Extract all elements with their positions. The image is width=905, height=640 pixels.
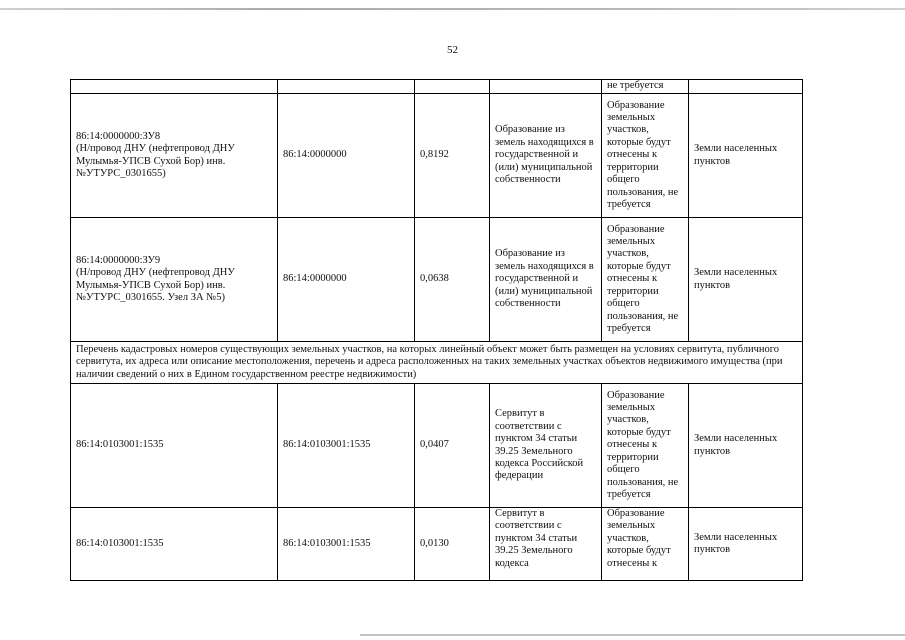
designation-cell: 86:14:0000000:ЗУ8 (Н/провод ДНУ (нефтепровод ДНУ Мулымья-УПСВ Сухой Бор) инв.№УТУРС_0301655) [71,94,278,218]
formation-cell: Образование из земель находящихся в государственной и (или) муниципальной собственности [490,94,602,218]
quarter-cell: 86:14:0103001:1535 [278,384,415,508]
public-use-cell: не требуется [602,80,689,94]
section-header-row [71,342,803,384]
public-use-cell: Образование земельных участков, которые будут отнесены к территории общего пользования, не требуется [602,218,689,342]
area-cell: 0,0638 [415,218,490,342]
category-cell [689,80,803,94]
formation-cell [490,80,602,94]
formation-cell: Сервитут в соответствии с пунктом 34 статьи 39.25 Земельного кодекса Российской федерации [490,384,602,508]
designation-cell: 86:14:0000000:ЗУ9 (Н/провод ДНУ (нефтепровод ДНУ Мулымья-УПСВ Сухой Бор) инв.№УТУРС_0301655. Узел ЗА №5) [71,218,278,342]
table-row [71,94,803,218]
public-use-cell: Образование земельных участков, которые будут отнесены к [602,508,689,581]
formation-cell: Сервитут в соответствии с пунктом 34 статьи 39.25 Земельного кодекса [490,508,602,581]
public-use-cell: Образование земельных участков, которые будут отнесены к территории общего пользования, не требуется [602,94,689,218]
area-cell: 0,8192 [415,94,490,218]
quarter-cell: 86:14:0000000 [278,94,415,218]
table-row [71,508,803,581]
area-cell: 0,0407 [415,384,490,508]
designation-cell: 86:14:0103001:1535 [71,384,278,508]
quarter-cell: 86:14:0000000 [278,218,415,342]
area-cell [415,80,490,94]
section-title: Перечень кадастровых номеров существующих земельных участков, на которых линейный объект может быть размещен на условиях сервитута, публичного сервитута, их адреса или описание местоположения, перечень и адреса расположенных на таких земельных участках объектов недвижимого имущества (при наличии сведений о них в Едином государственном реестре недвижимости) [71,342,803,384]
category-cell: Земли населенных пунктов [689,218,803,342]
quarter-cell [278,80,415,94]
category-cell: Земли населенных пунктов [689,508,803,581]
page-number: 52 [447,44,458,56]
category-cell: Земли населенных пунктов [689,384,803,508]
designation-cell: 86:14:0103001:1535 [71,508,278,581]
scan-edge-bottom [360,634,905,636]
scan-edge-top [0,8,905,10]
area-cell: 0,0130 [415,508,490,581]
category-cell: Земли населенных пунктов [689,94,803,218]
table-row [71,218,803,342]
designation-cell [71,80,278,94]
table-row [71,80,803,94]
public-use-cell: Образование земельных участков, которые будут отнесены к территории общего пользования, не требуется [602,384,689,508]
land-plots-table [70,79,803,581]
formation-cell: Образование из земель находящихся в государственной и (или) муниципальной собственности [490,218,602,342]
quarter-cell: 86:14:0103001:1535 [278,508,415,581]
table-row [71,384,803,508]
